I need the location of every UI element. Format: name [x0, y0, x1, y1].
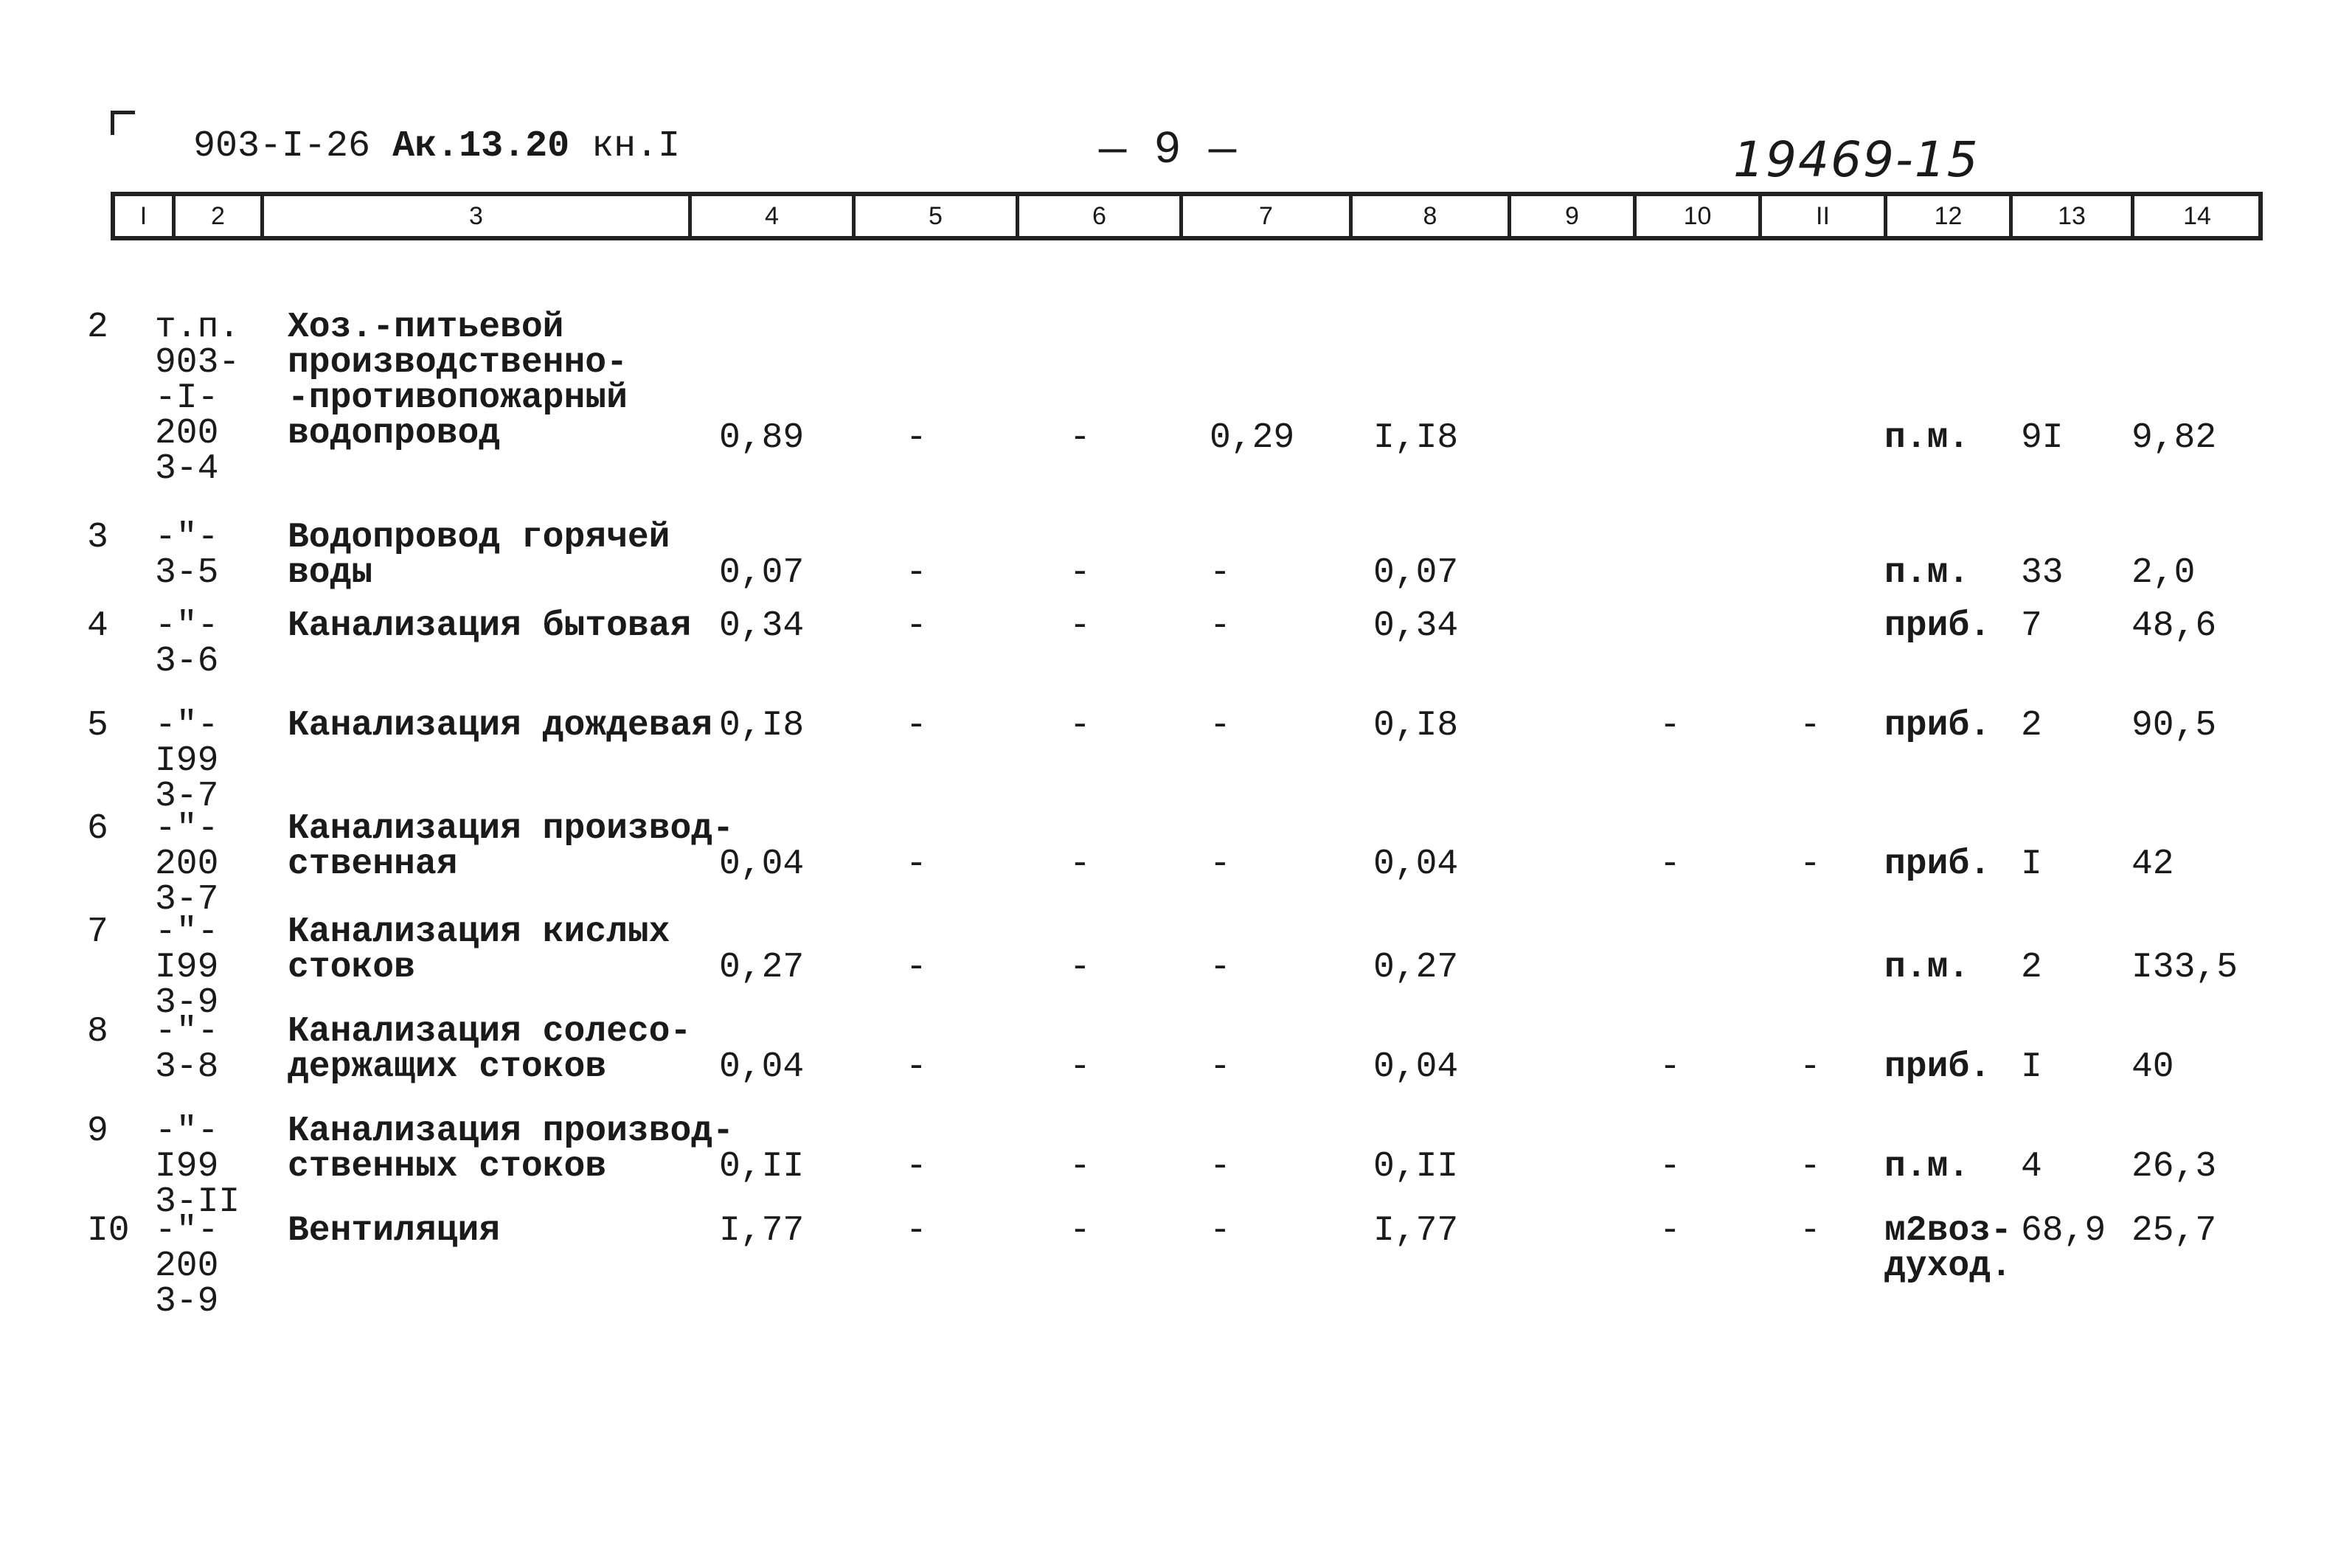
item-name: Канализация кислых стоков: [288, 912, 670, 988]
value-col5: -: [906, 706, 927, 746]
value-col11: -: [1800, 1047, 1821, 1087]
value-col7: -: [1210, 1211, 1231, 1251]
value-col8: 0,34: [1373, 606, 1459, 646]
value-col14: 90,5: [2131, 706, 2217, 746]
value-col14: 48,6: [2131, 606, 2217, 646]
column-number-2: 2: [176, 196, 264, 236]
row-number: 2: [87, 308, 108, 347]
quantity: 2: [2021, 706, 2042, 746]
value-col8: 0,07: [1373, 553, 1459, 593]
column-number-10: 10: [1637, 196, 1762, 236]
quantity: 2: [2021, 948, 2042, 988]
column-number-bar: [111, 192, 2263, 240]
value-col11: -: [1800, 844, 1821, 884]
value-col4: 0,89: [719, 418, 805, 458]
value-col5: -: [906, 418, 927, 458]
value-col14: 26,3: [2131, 1147, 2217, 1187]
column-number-14: 14: [2183, 201, 2211, 230]
value-col8: 0,04: [1373, 844, 1459, 884]
value-col10: -: [1659, 844, 1681, 884]
row-number: 9: [87, 1111, 108, 1151]
column-number-8: 8: [1353, 196, 1511, 236]
project-code: 903-I-26: [193, 125, 371, 167]
quantity: 68,9: [2021, 1211, 2106, 1251]
unit: п.м.: [1884, 418, 1970, 458]
value-col14: 40: [2131, 1047, 2174, 1087]
row-number: I0: [87, 1211, 130, 1251]
value-col10: -: [1659, 1211, 1681, 1251]
value-col6: -: [1069, 1047, 1091, 1087]
value-col14: I33,5: [2131, 948, 2238, 988]
reference-code: -"- 3-6: [155, 606, 219, 681]
value-col7: -: [1210, 1147, 1231, 1187]
reference-code: -"- 200 3-7: [155, 809, 219, 920]
value-col5: -: [906, 553, 927, 593]
value-col8: 0,II: [1373, 1147, 1459, 1187]
reference-code: -"- 3-5: [155, 518, 219, 593]
value-col14: 25,7: [2131, 1211, 2217, 1251]
value-col10: -: [1659, 706, 1681, 746]
value-col4: 0,04: [719, 844, 805, 884]
document-code: [193, 125, 680, 167]
row-number: 4: [87, 606, 108, 646]
value-col4: 0,I8: [719, 706, 805, 746]
value-col4: 0,07: [719, 553, 805, 593]
value-col10: -: [1659, 1047, 1681, 1087]
page-number: — 9 —: [1099, 124, 1237, 176]
value-col11: -: [1800, 1211, 1821, 1251]
value-col8: I,77: [1373, 1211, 1459, 1251]
row-number: 7: [87, 912, 108, 952]
reference-code: -"- 3-8: [155, 1012, 219, 1087]
item-name: Канализация производ- ственных стоков: [288, 1111, 734, 1187]
unit: п.м.: [1884, 553, 1970, 593]
value-col6: -: [1069, 553, 1091, 593]
value-col5: -: [906, 1047, 927, 1087]
value-col10: -: [1659, 1147, 1681, 1187]
value-col7: -: [1210, 553, 1231, 593]
value-col14: 42: [2131, 844, 2174, 884]
column-number-12: 12: [1887, 196, 2013, 236]
value-col4: 0,II: [719, 1147, 805, 1187]
column-number-6: 6: [1019, 196, 1183, 236]
quantity: I: [2021, 844, 2042, 884]
value-col14: 2,0: [2131, 553, 2196, 593]
quantity: 33: [2021, 553, 2064, 593]
value-col6: -: [1069, 1147, 1091, 1187]
value-col5: -: [906, 948, 927, 988]
value-col5: -: [906, 844, 927, 884]
value-col4: 0,27: [719, 948, 805, 988]
row-number: 8: [87, 1012, 108, 1052]
column-number-11: II: [1762, 196, 1887, 236]
value-col5: -: [906, 1147, 927, 1187]
row-number: 5: [87, 706, 108, 746]
book-label: кн.I: [592, 125, 681, 167]
value-col7: -: [1210, 844, 1231, 884]
value-col6: -: [1069, 1211, 1091, 1251]
quantity: I: [2021, 1047, 2042, 1087]
item-name: Канализация производ- ственная: [288, 809, 734, 884]
unit: приб.: [1884, 706, 1991, 746]
value-col14: 9,82: [2131, 418, 2217, 458]
value-col7: -: [1210, 948, 1231, 988]
row-number: 3: [87, 518, 108, 558]
column-number-9: 9: [1511, 196, 1637, 236]
reference-code: -"- I99 3-7: [155, 706, 219, 816]
value-col8: 0,27: [1373, 948, 1459, 988]
unit: м2воз- духод.: [1884, 1211, 2012, 1286]
unit: п.м.: [1884, 948, 1970, 988]
handwritten-number: 19469-15: [1733, 131, 1980, 188]
value-col4: 0,34: [719, 606, 805, 646]
unit: приб.: [1884, 606, 1991, 646]
unit: приб.: [1884, 1047, 1991, 1087]
item-name: Водопровод горячей воды: [288, 518, 670, 593]
value-col5: -: [906, 1211, 927, 1251]
value-col6: -: [1069, 948, 1091, 988]
column-number-5: 5: [856, 196, 1019, 236]
reference-code: -"- I99 3-II: [155, 1111, 240, 1222]
column-number-7: 7: [1183, 196, 1353, 236]
column-number-4: 4: [692, 196, 856, 236]
value-col7: -: [1210, 1047, 1231, 1087]
corner-mark: [111, 111, 135, 135]
reference-code: -"- 200 3-9: [155, 1211, 219, 1322]
value-col7: 0,29: [1210, 418, 1295, 458]
row-number: 6: [87, 809, 108, 849]
column-number-13: 13: [2013, 196, 2134, 236]
value-col6: -: [1069, 418, 1091, 458]
item-name: Канализация бытовая: [288, 606, 692, 646]
value-col5: -: [906, 606, 927, 646]
item-name: Канализация дождевая: [288, 706, 713, 746]
quantity: 4: [2021, 1147, 2042, 1187]
value-col6: -: [1069, 606, 1091, 646]
reference-code: -"- I99 3-9: [155, 912, 219, 1023]
unit: п.м.: [1884, 1147, 1970, 1187]
item-name: Хоз.-питьевой производственно- -противопожарный водопровод: [288, 308, 628, 454]
value-col6: -: [1069, 844, 1091, 884]
value-col7: -: [1210, 706, 1231, 746]
value-col8: 0,04: [1373, 1047, 1459, 1087]
quantity: 7: [2021, 606, 2042, 646]
value-col7: -: [1210, 606, 1231, 646]
item-name: Канализация солесо- держащих стоков: [288, 1012, 692, 1087]
value-col11: -: [1800, 706, 1821, 746]
value-col6: -: [1069, 706, 1091, 746]
value-col8: 0,I8: [1373, 706, 1459, 746]
reference-code: т.п. 903- -I- 200 3-4: [155, 308, 240, 489]
album-code: Ак.13.20: [392, 125, 570, 167]
column-number-3: 3: [264, 196, 692, 236]
value-col8: I,I8: [1373, 418, 1459, 458]
value-col4: 0,04: [719, 1047, 805, 1087]
unit: приб.: [1884, 844, 1991, 884]
value-col4: I,77: [719, 1211, 805, 1251]
column-number-1: I: [115, 196, 176, 236]
value-col11: -: [1800, 1147, 1821, 1187]
quantity: 9I: [2021, 418, 2064, 458]
item-name: Вентиляция: [288, 1211, 501, 1251]
